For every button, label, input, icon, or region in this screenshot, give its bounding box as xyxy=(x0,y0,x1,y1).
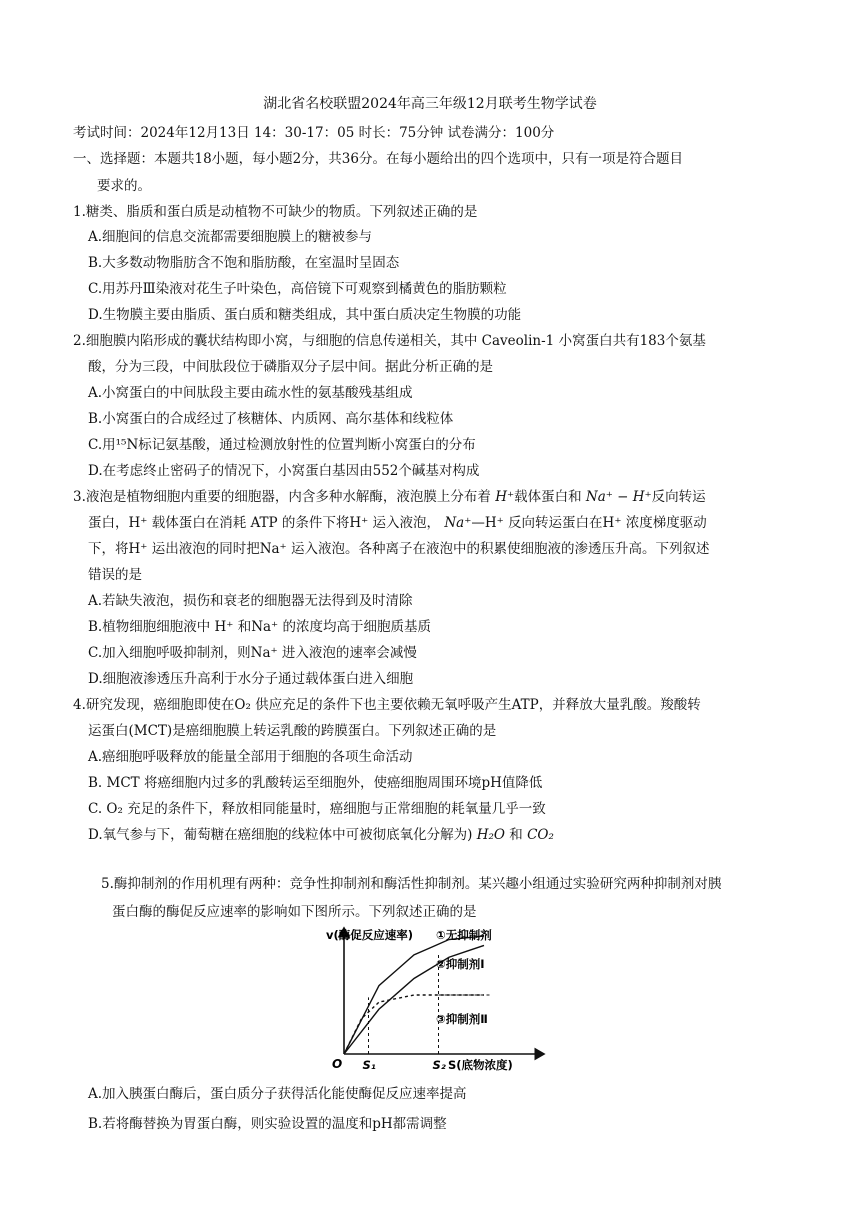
x-axis-label: S(底物浓度) xyxy=(448,1058,513,1072)
q4-option-d-text: D.氧气参与下，葡萄糖在癌细胞的线粒体中可被彻底氧化分解为) xyxy=(88,827,473,843)
enzyme-inhibition-chart xyxy=(324,922,554,1072)
q3-option-c: C.加入细胞呼吸抑制剂，则Na⁺ 进入液泡的速率会减慢 xyxy=(88,645,417,661)
q3-stem-line2 xyxy=(88,514,707,532)
series-label-2: ②抑制剂Ⅰ xyxy=(436,957,485,971)
co2-formula: CO₂ xyxy=(527,827,554,843)
q2-option-a: A.小窝蛋白的中间肽段主要由疏水性的氨基酸残基组成 xyxy=(88,385,413,401)
section-heading: 一、选择题：本题共18小题，每小题2分，共36分。在每小题给出的四个选项中，只有一项是符合题目 xyxy=(73,151,683,167)
q1-option-b: B.大多数动物脂肪含不饱和脂肪酸，在室温时呈固态 xyxy=(88,255,400,271)
q3-stem-line1 xyxy=(73,488,706,506)
y-axis-label: v(酶促反应速率) xyxy=(326,928,414,942)
q2-option-b: B.小窝蛋白的合成经过了核糖体、内质网、高尔基体和线粒体 xyxy=(88,411,454,427)
q5-stem-line2: 蛋白酶的酶促反应速率的影响如下图所示。下列叙述正确的是 xyxy=(112,904,477,920)
series-label-3: ③抑制剂Ⅱ xyxy=(436,1012,488,1026)
q3-option-b: B.植物细胞细胞液中 H⁺ 和Na⁺ 的浓度均高于细胞质基质 xyxy=(88,619,431,635)
q2-option-c: C.用¹⁵N标记氨基酸，通过检测放射性的位置判断小窝蛋白的分布 xyxy=(88,437,476,453)
q4-stem-line1: 4.研究发现，癌细胞即使在O₂ 供应充足的条件下也主要依赖无氧呼吸产生ATP，并释放大量乳酸。羧酸转 xyxy=(73,697,701,713)
q5-option-a: A.加入胰蛋白酶后，蛋白质分子获得活化能使酶促反应速率提高 xyxy=(88,1086,467,1102)
q3-stem-line3: 下，将H⁺ 运出液泡的同时把Na⁺ 运入液泡。各种离子在液泡中的积累使细胞液的渗透压升高。下列叙述 xyxy=(88,541,710,557)
q3-stem-text: 蛋白，H⁺ 载体蛋白在消耗 ATP 的条件下将H⁺ 运入液泡， xyxy=(88,515,441,531)
q3-stem-text: 反向转运 xyxy=(651,489,706,505)
na-h-formula: Na⁺ − H⁺ xyxy=(585,489,652,505)
q2-stem-line1: 2.细胞膜内陷形成的囊状结构即小窝，与细胞的信息传递相关，其中 Caveolin-1 小窝蛋白共有183个氨基 xyxy=(73,333,706,349)
q3-option-d: D.细胞液渗透压升高利于水分子通过载体蛋白进入细胞 xyxy=(88,671,414,687)
q5-option-b: B.若将酶替换为胃蛋白酶，则实验设置的温度和pH都需调整 xyxy=(88,1116,447,1132)
q4-option-d xyxy=(88,826,554,844)
q3-stem-text: 载体蛋白和 xyxy=(514,489,582,505)
water-formula: H₂O xyxy=(476,827,505,843)
series-label-1: ①无抑制剂 xyxy=(436,928,492,942)
page-title: 湖北省名校联盟2024年高三年级12月联考生物学试卷 xyxy=(263,96,597,112)
q4-option-c: C. O₂ 充足的条件下，释放相同能量时，癌细胞与正常细胞的耗氧量几乎一致 xyxy=(88,801,546,817)
q2-option-d: D.在考虑终止密码子的情况下，小窝蛋白基因由552个碱基对构成 xyxy=(88,463,480,479)
exam-info: 考试时间：2024年12月13日 14：30-17：05 时长：75分钟 试卷满分：100分 xyxy=(73,125,555,141)
q1-option-d: D.生物膜主要由脂质、蛋白质和糖类组成，其中蛋白质决定生物膜的功能 xyxy=(88,307,522,323)
q1-option-a: A.细胞间的信息交流都需要细胞膜上的糖被参与 xyxy=(88,229,373,245)
q1-option-c: C.用苏丹Ⅲ染液对花生子叶染色，高倍镜下可观察到橘黄色的脂肪颗粒 xyxy=(88,281,507,297)
q4-option-b: B. MCT 将癌细胞内过多的乳酸转运至细胞外，使癌细胞周围环境pH值降低 xyxy=(88,775,543,791)
q2-stem-line2: 酸，分为三段，中间肽段位于磷脂双分子层中间。据此分析正确的是 xyxy=(88,359,493,375)
q4-option-a: A.癌细胞呼吸释放的能量全部用于细胞的各项生命活动 xyxy=(88,749,413,765)
x-tick-label-1: S₁ xyxy=(362,1058,376,1072)
q1-stem: 1.糖类、脂质和蛋白质是动植物不可缺少的物质。下列叙述正确的是 xyxy=(73,204,478,220)
h-ion-formula: H⁺ xyxy=(495,489,515,505)
q4-stem-line2: 运蛋白(MCT)是癌细胞膜上转运乳酸的跨膜蛋白。下列叙述正确的是 xyxy=(88,723,497,739)
x-tick-label-2: S₂ xyxy=(432,1058,446,1072)
section-heading-cont: 要求的。 xyxy=(97,178,151,194)
q3-stem-text: —H⁺ 反向转运蛋白在H⁺ 浓度梯度驱动 xyxy=(471,515,707,531)
q5-stem-line1: 5.酶抑制剂的作用机理有两种：竞争性抑制剂和酶活性抑制剂。某兴趣小组通过实验研究两种抑制剂对胰 xyxy=(101,876,722,892)
q3-stem-line4: 错误的是 xyxy=(88,567,142,583)
origin-label: O xyxy=(332,1057,343,1071)
q3-option-a: A.若缺失液泡，损伤和衰老的细胞器无法得到及时清除 xyxy=(88,593,413,609)
na-ion-formula: Na⁺ xyxy=(444,515,472,531)
q3-stem-text: 3.液泡是植物细胞内重要的细胞器，内含多种水解酶，液泡膜上分布着 xyxy=(73,489,491,505)
q4-option-d-and: 和 xyxy=(509,827,523,843)
